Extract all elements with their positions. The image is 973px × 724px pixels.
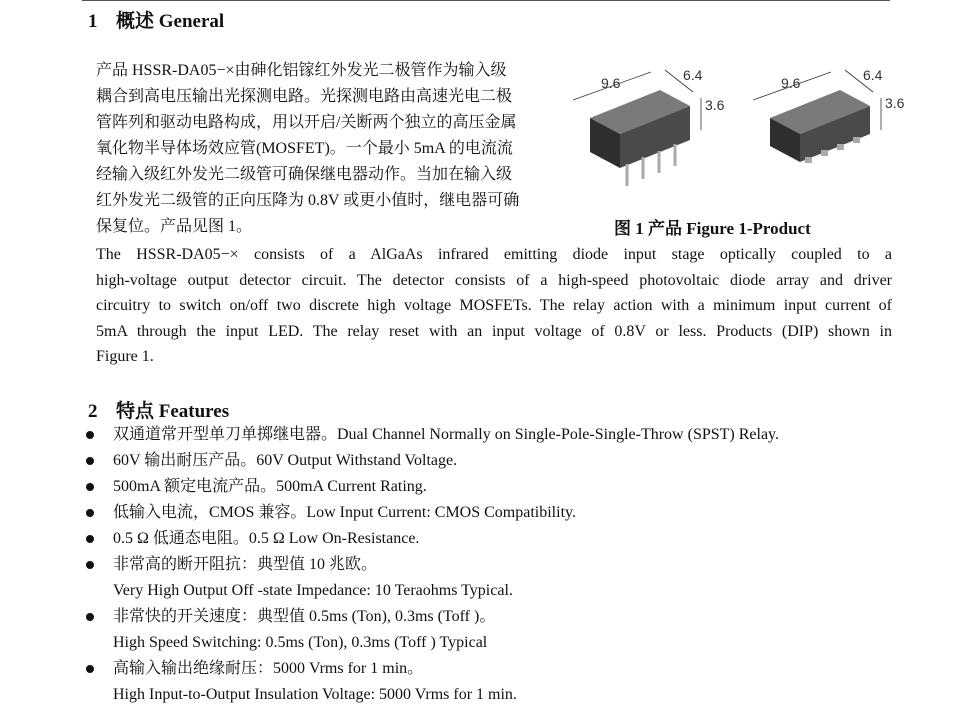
feature-text: 500mA 额定电流产品。500mA Current Rating. xyxy=(113,478,427,495)
intro-chinese-paragraph xyxy=(96,58,556,240)
section-1-title: 概述 General xyxy=(116,11,225,32)
intro-cn-line: 产品 HSSR-DA05−×由砷化铝镓红外发光二极管作为输入级 xyxy=(96,62,507,79)
intro-cn-line: 红外发光二级管的正向压降为 0.8V 或更小值时，继电器可确 xyxy=(96,192,520,209)
feature-text: 非常快的开关速度：典型值 0.5ms (Ton), 0.3ms (Toff )。 xyxy=(113,608,496,625)
section-1-heading xyxy=(88,6,224,33)
intro-en-line: circuitry to switch on/off two discrete high voltage MOSFETs. The relay action with a minimum input current of xyxy=(96,297,892,315)
intro-en-line: high-voltage output detector circuit. The detector consists of a high-speed photovoltaic diode array and driver xyxy=(96,271,892,289)
bullet-icon xyxy=(86,665,94,673)
bullet-icon xyxy=(86,431,94,439)
section-2-heading xyxy=(88,396,229,423)
feature-subtext-line: Very High Output Off -state Impedance: 10 Teraohms Typical. xyxy=(113,582,513,599)
dip-height-label: 3.6 xyxy=(705,97,725,113)
feature-text: 双通道常开型单刀单掷继电器。Dual Channel Normally on Single-Pole-Single-Throw (SPST) Relay. xyxy=(113,426,780,443)
figure-caption: 图 1 产品 Figure 1-Product xyxy=(614,219,811,238)
feature-subtext-line: High Speed Switching: 0.5ms (Ton), 0.3ms (Toff ) Typical xyxy=(113,634,488,651)
intro-en-line: Figure 1. xyxy=(96,348,154,366)
intro-en-line: The HSSR-DA05−× consists of a AlGaAs infrared emitting diode input stage optically coupled to a xyxy=(96,246,892,263)
smd-width-label: 6.4 xyxy=(863,67,883,83)
section-1-number: 1 xyxy=(88,11,98,32)
feature-subtext-line: High Input-to-Output Insulation Voltage: 5000 Vrms for 1 min. xyxy=(113,686,517,703)
feature-text: 非常高的断开阻抗：典型值 10 兆欧。 xyxy=(113,556,378,573)
top-rule xyxy=(82,0,890,1)
intro-cn-line: 管阵列和驱动电路构成，用以开启/关断两个独立的高压金属 xyxy=(96,114,517,131)
dip-length-label: 9.6 xyxy=(601,75,621,91)
feature-text: 60V 输出耐压产品。60V Output Withstand Voltage. xyxy=(113,452,458,469)
smd-length-label: 9.6 xyxy=(781,75,801,91)
bullet-icon xyxy=(86,509,94,517)
intro-cn-line: 经输入级红外发光二级管可确保继电器动作。当加在输入级 xyxy=(96,166,513,183)
intro-english-paragraph xyxy=(96,242,892,370)
intro-cn-line: 保复位。产品见图 1。 xyxy=(96,218,253,235)
feature-text: 0.5 Ω 低通态电阻。0.5 Ω Low On-Resistance. xyxy=(113,530,420,547)
intro-cn-line: 氧化物半导体场效应管(MOSFET)。一个最小 5mA 的电流流 xyxy=(96,140,513,157)
section-2-title: 特点 Features xyxy=(116,401,230,422)
product-illustration xyxy=(565,58,905,198)
bullet-icon xyxy=(86,457,94,465)
intro-cn-line: 耦合到高电压输出光探测电路。光探测电路由高速光电二极 xyxy=(96,88,513,105)
section-2-number: 2 xyxy=(88,401,98,422)
dip-package xyxy=(573,67,725,186)
smd-height-label: 3.6 xyxy=(885,95,905,111)
bullet-icon xyxy=(86,561,94,569)
bullet-icon xyxy=(86,535,94,543)
product-figure xyxy=(565,58,905,198)
intro-en-line: 5mA through the input LED. The relay reset with an input voltage of 0.8V or less. Products (DIP) shown in xyxy=(96,322,892,340)
bullet-icon xyxy=(86,483,94,491)
smd-package xyxy=(753,67,905,163)
dip-width-label: 6.4 xyxy=(683,67,703,83)
feature-text: 高输入输出绝缘耐压：5000 Vrms for 1 min。 xyxy=(113,660,424,677)
bullet-icon xyxy=(86,613,94,621)
feature-text: 低输入电流，CMOS 兼容。Low Input Current: CMOS Compatibility. xyxy=(113,504,576,521)
